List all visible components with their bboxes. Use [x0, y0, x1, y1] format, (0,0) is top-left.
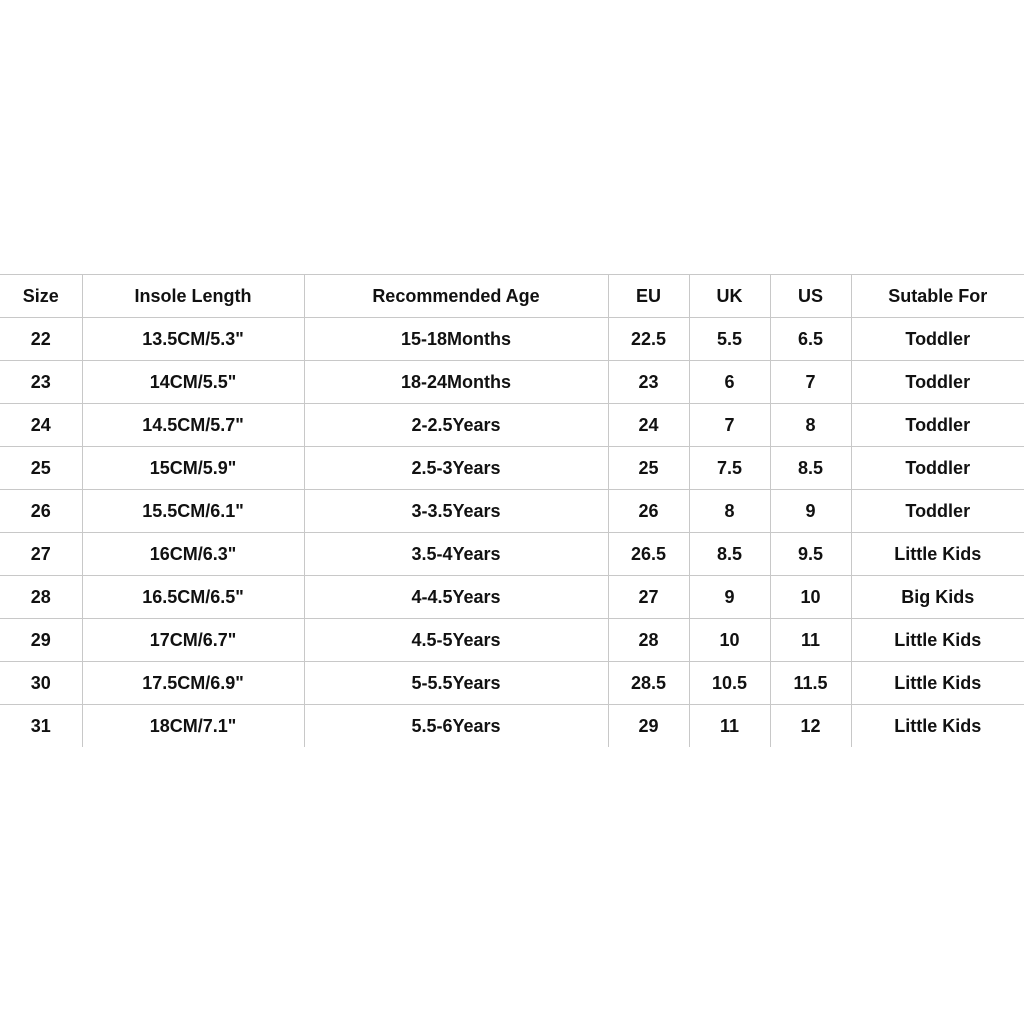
cell-sutable-for: Toddler [851, 404, 1024, 447]
table-row [0, 533, 1024, 576]
cell-recommended-age: 5-5.5Years [304, 662, 608, 705]
cell-us: 10 [770, 576, 851, 619]
header-sutable-for: Sutable For [851, 275, 1024, 318]
cell-us: 8.5 [770, 447, 851, 490]
cell-size: 30 [0, 662, 82, 705]
header-eu: EU [608, 275, 689, 318]
table-row [0, 447, 1024, 490]
cell-eu: 26.5 [608, 533, 689, 576]
cell-eu: 29 [608, 705, 689, 748]
cell-eu: 28.5 [608, 662, 689, 705]
cell-us: 11.5 [770, 662, 851, 705]
cell-eu: 23 [608, 361, 689, 404]
cell-size: 29 [0, 619, 82, 662]
table-row [0, 619, 1024, 662]
cell-uk: 5.5 [689, 318, 770, 361]
cell-insole-length: 13.5CM/5.3" [82, 318, 304, 361]
table-row [0, 490, 1024, 533]
table-row [0, 404, 1024, 447]
cell-eu: 27 [608, 576, 689, 619]
cell-recommended-age: 3-3.5Years [304, 490, 608, 533]
header-recommended-age: Recommended Age [304, 275, 608, 318]
cell-size: 26 [0, 490, 82, 533]
cell-size: 31 [0, 705, 82, 748]
header-uk: UK [689, 275, 770, 318]
cell-insole-length: 16.5CM/6.5" [82, 576, 304, 619]
cell-uk: 8.5 [689, 533, 770, 576]
cell-size: 25 [0, 447, 82, 490]
cell-sutable-for: Little Kids [851, 619, 1024, 662]
cell-uk: 10 [689, 619, 770, 662]
cell-uk: 10.5 [689, 662, 770, 705]
cell-eu: 24 [608, 404, 689, 447]
cell-insole-length: 17.5CM/6.9" [82, 662, 304, 705]
cell-uk: 8 [689, 490, 770, 533]
cell-uk: 9 [689, 576, 770, 619]
cell-size: 28 [0, 576, 82, 619]
table-row [0, 361, 1024, 404]
header-size: Size [0, 275, 82, 318]
cell-eu: 26 [608, 490, 689, 533]
cell-sutable-for: Toddler [851, 361, 1024, 404]
cell-us: 6.5 [770, 318, 851, 361]
cell-uk: 7 [689, 404, 770, 447]
cell-us: 9.5 [770, 533, 851, 576]
cell-insole-length: 16CM/6.3" [82, 533, 304, 576]
cell-recommended-age: 4.5-5Years [304, 619, 608, 662]
cell-us: 8 [770, 404, 851, 447]
table-header-row [0, 275, 1024, 318]
cell-recommended-age: 4-4.5Years [304, 576, 608, 619]
size-chart-table [0, 274, 1024, 747]
cell-sutable-for: Big Kids [851, 576, 1024, 619]
cell-insole-length: 15CM/5.9" [82, 447, 304, 490]
cell-insole-length: 18CM/7.1" [82, 705, 304, 748]
cell-eu: 25 [608, 447, 689, 490]
cell-uk: 11 [689, 705, 770, 748]
cell-insole-length: 14.5CM/5.7" [82, 404, 304, 447]
cell-us: 7 [770, 361, 851, 404]
cell-sutable-for: Little Kids [851, 662, 1024, 705]
cell-insole-length: 17CM/6.7" [82, 619, 304, 662]
cell-us: 11 [770, 619, 851, 662]
cell-size: 23 [0, 361, 82, 404]
cell-insole-length: 14CM/5.5" [82, 361, 304, 404]
table-row [0, 662, 1024, 705]
cell-sutable-for: Toddler [851, 318, 1024, 361]
cell-size: 24 [0, 404, 82, 447]
cell-uk: 7.5 [689, 447, 770, 490]
cell-recommended-age: 5.5-6Years [304, 705, 608, 748]
header-insole-length: Insole Length [82, 275, 304, 318]
cell-us: 12 [770, 705, 851, 748]
cell-size: 22 [0, 318, 82, 361]
table-row [0, 705, 1024, 748]
cell-sutable-for: Toddler [851, 490, 1024, 533]
cell-sutable-for: Little Kids [851, 705, 1024, 748]
cell-eu: 28 [608, 619, 689, 662]
table-row [0, 576, 1024, 619]
cell-insole-length: 15.5CM/6.1" [82, 490, 304, 533]
cell-sutable-for: Little Kids [851, 533, 1024, 576]
cell-eu: 22.5 [608, 318, 689, 361]
cell-recommended-age: 2.5-3Years [304, 447, 608, 490]
cell-sutable-for: Toddler [851, 447, 1024, 490]
header-us: US [770, 275, 851, 318]
cell-recommended-age: 15-18Months [304, 318, 608, 361]
table-row [0, 318, 1024, 361]
cell-uk: 6 [689, 361, 770, 404]
cell-recommended-age: 2-2.5Years [304, 404, 608, 447]
cell-size: 27 [0, 533, 82, 576]
cell-us: 9 [770, 490, 851, 533]
cell-recommended-age: 18-24Months [304, 361, 608, 404]
cell-recommended-age: 3.5-4Years [304, 533, 608, 576]
